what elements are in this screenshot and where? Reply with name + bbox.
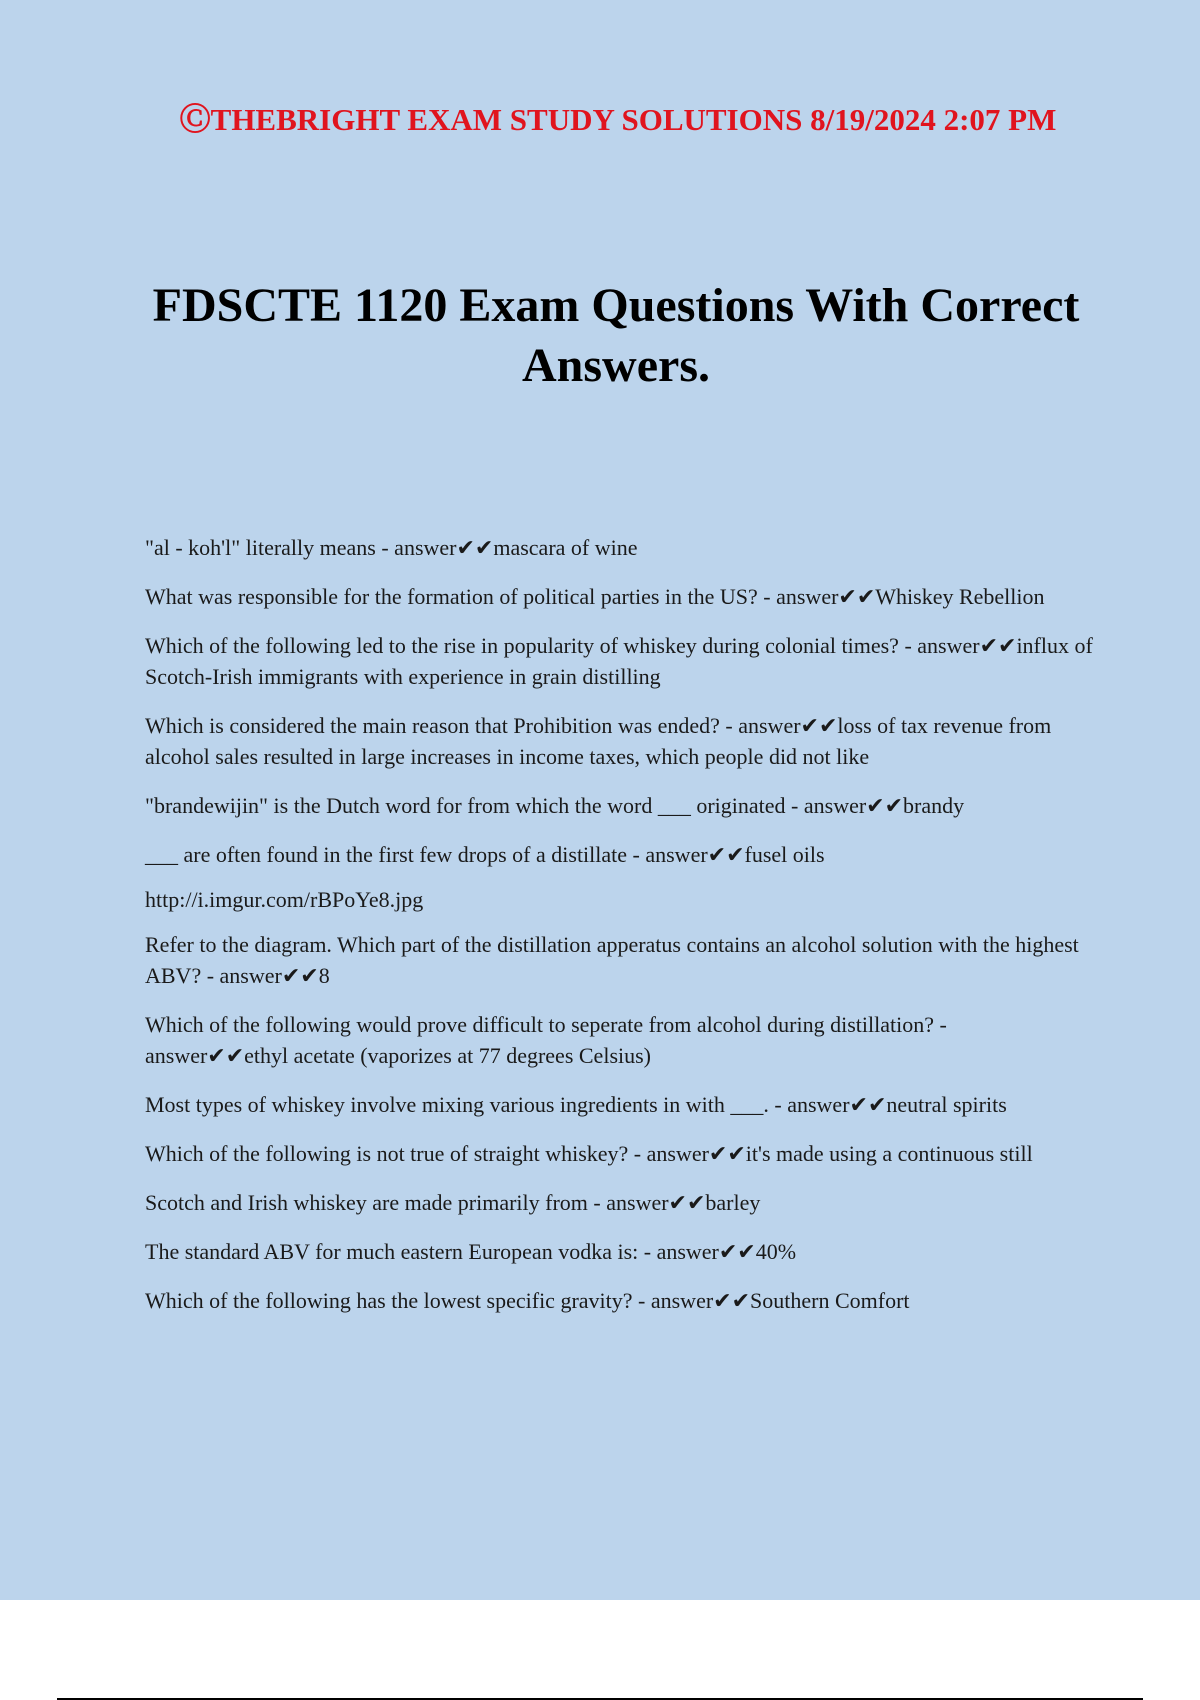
qa-item: Which of the following would prove difficult to seperate from alcohol during distillation? - answer✔✔ethyl acetate (vaporizes at 77 degrees Celsius) <box>145 1012 947 1068</box>
qa-item: "al - koh'l" literally means - answer✔✔mascara of wine <box>145 535 638 560</box>
image-link[interactable]: http://i.imgur.com/rBPoYe8.jpg <box>145 887 424 912</box>
qa-list <box>145 532 1095 1334</box>
qa-item: Most types of whiskey involve mixing various ingredients in with ___. - answer✔✔neutral spirits <box>145 1092 1007 1117</box>
qa-item: Which of the following is not true of straight whiskey? - answer✔✔it's made using a continuous still <box>145 1141 1033 1166</box>
document-title: FDSCTE 1120 Exam Questions With Correct Answers. <box>152 279 1080 392</box>
qa-item: Scotch and Irish whiskey are made primarily from - answer✔✔barley <box>145 1190 761 1215</box>
qa-item: Which of the following led to the rise in popularity of whiskey during colonial times? - answer✔✔influx of Scotch-Irish immigrants with experience in grain distilling <box>145 633 1093 689</box>
qa-item: What was responsible for the formation of political parties in the US? - answer✔✔Whiskey Rebellion <box>145 584 1045 609</box>
qa-item: The standard ABV for much eastern European vodka is: - answer✔✔40% <box>145 1239 797 1264</box>
watermark-header: ⒸTHEBRIGHT EXAM STUDY SOLUTIONS 8/19/2024 2:07 PM <box>179 102 1057 137</box>
qa-item: "brandewijin" is the Dutch word for from which the word ___ originated - answer✔✔brandy <box>145 793 965 818</box>
qa-item: Which of the following has the lowest specific gravity? - answer✔✔Southern Comfort <box>145 1288 910 1313</box>
qa-item: Which is considered the main reason that Prohibition was ended? - answer✔✔loss of tax revenue from alcohol sales resulted in large increases in income taxes, which people did not like <box>145 713 1052 769</box>
qa-item: ___ are often found in the first few drops of a distillate - answer✔✔fusel oils <box>145 842 825 867</box>
qa-item: Refer to the diagram. Which part of the distillation apperatus contains an alcohol solution with the highest ABV? - answer✔✔8 <box>145 932 1079 988</box>
